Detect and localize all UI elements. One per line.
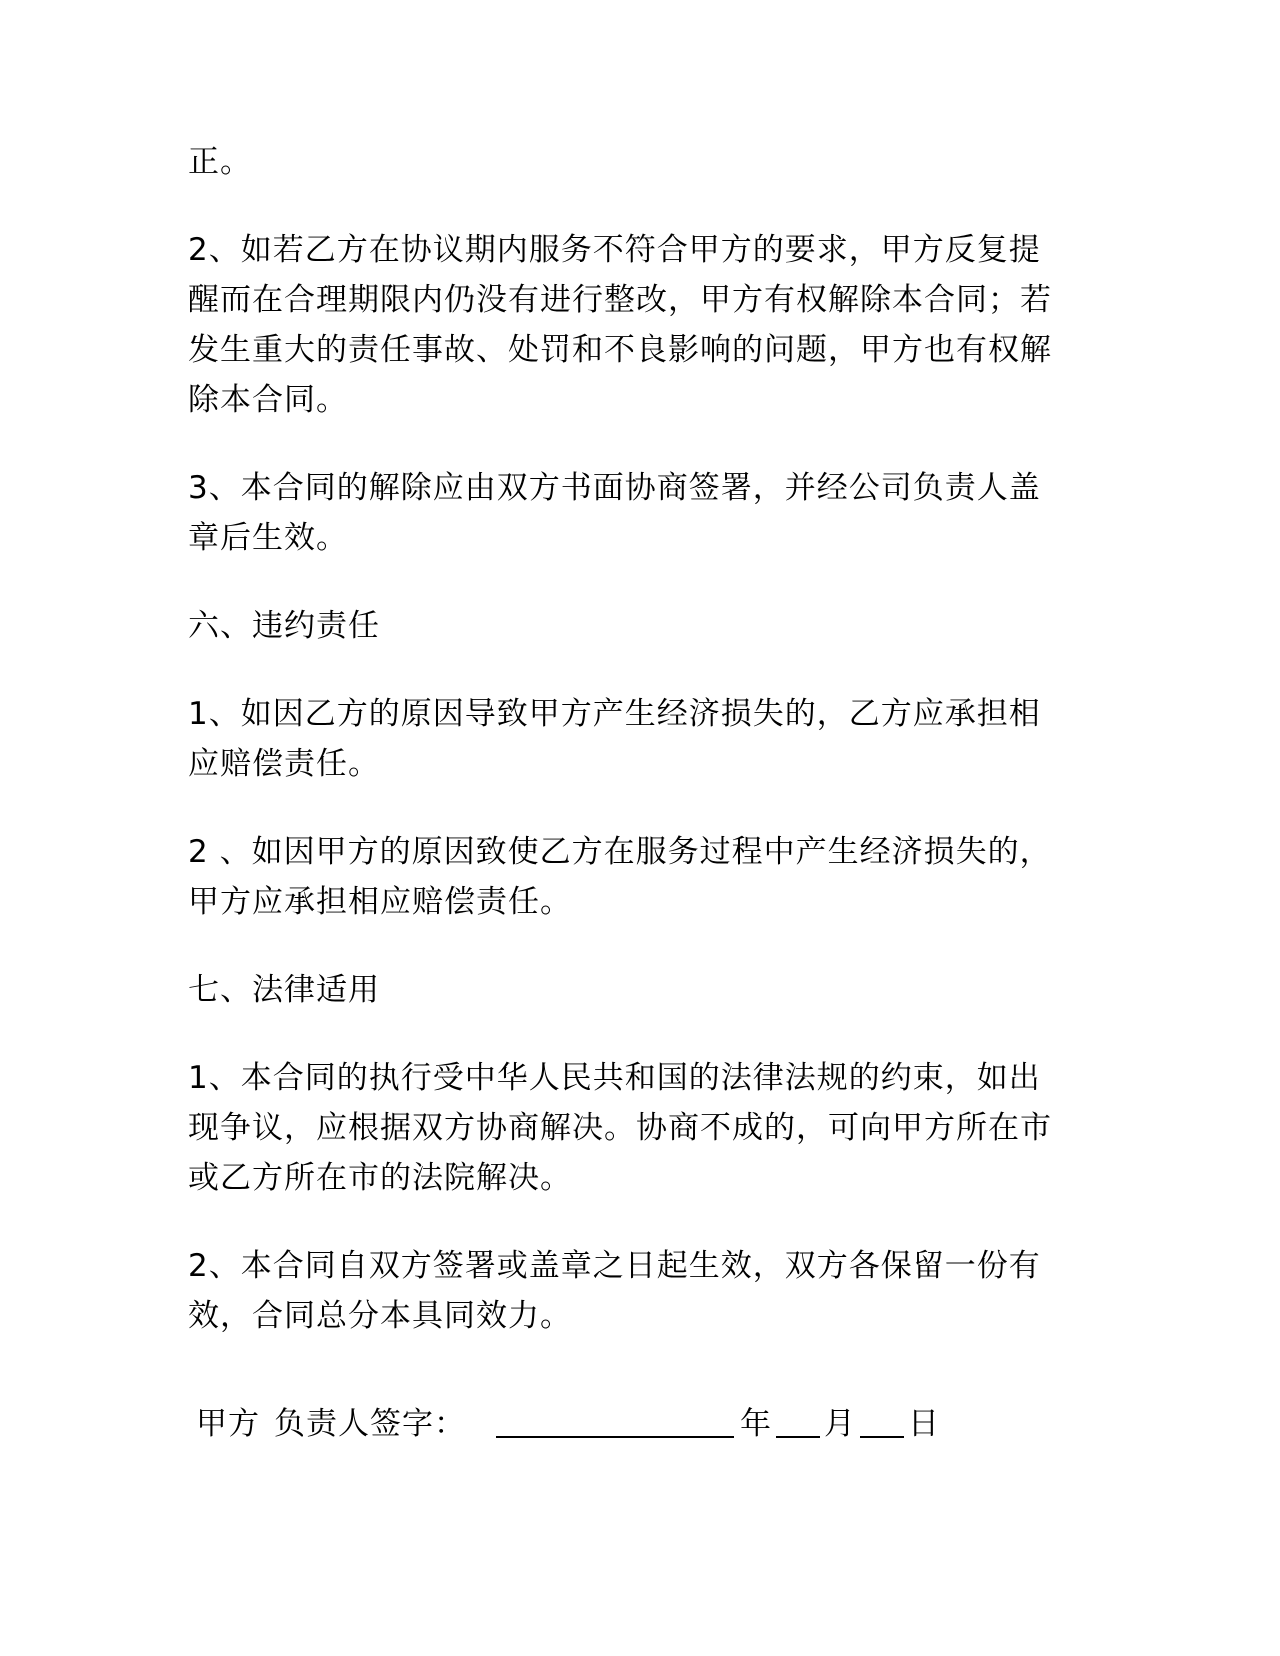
- text-line: 章后生效。: [188, 520, 348, 556]
- text-line: 2、如若乙方在协议期内服务不符合甲方的要求，甲方反复提: [188, 232, 1041, 268]
- text-line: 3、本合同的解除应由双方书面协商签署，并经公司负责人盖: [188, 470, 1041, 506]
- signature-party: 甲方: [196, 1406, 260, 1442]
- signature-month: 月: [824, 1406, 856, 1442]
- section-heading: 六、违约责任: [188, 608, 380, 644]
- signature-blank[interactable]: [496, 1406, 734, 1438]
- text-line: 1、如因乙方的原因导致甲方产生经济损失的，乙方应承担相: [188, 696, 1041, 732]
- text-line: 发生重大的责任事故、处罚和不良影响的问题，甲方也有权解: [188, 332, 1052, 368]
- text-line: 效，合同总分本具同效力。: [188, 1298, 572, 1334]
- text-line: 2、本合同自双方签署或盖章之日起生效，双方各保留一份有: [188, 1248, 1041, 1284]
- text-line: 除本合同。: [188, 382, 348, 418]
- text-line: 正。: [188, 144, 252, 180]
- text-line: 应赔偿责任。: [188, 746, 380, 782]
- text-line: 或乙方所在市的法院解决。: [188, 1160, 572, 1196]
- text-line: 1、本合同的执行受中华人民共和国的法律法规的约束，如出: [188, 1060, 1041, 1096]
- text-line: 醒而在合理期限内仍没有进行整改，甲方有权解除本合同；若: [188, 282, 1052, 318]
- day-blank[interactable]: [860, 1406, 904, 1438]
- signature-day: 日: [908, 1406, 940, 1442]
- section-heading: 七、法律适用: [188, 972, 380, 1008]
- signature-line: [196, 1404, 940, 1444]
- month-blank[interactable]: [776, 1406, 820, 1438]
- text-line: 甲方应承担相应赔偿责任。: [188, 884, 572, 920]
- signature-year: 年: [740, 1406, 772, 1442]
- text-line: 2 、如因甲方的原因致使乙方在服务过程中产生经济损失的，: [188, 834, 1052, 870]
- signature-label: 负责人签字：: [274, 1406, 466, 1442]
- text-line: 现争议，应根据双方协商解决。协商不成的，可向甲方所在市: [188, 1110, 1052, 1146]
